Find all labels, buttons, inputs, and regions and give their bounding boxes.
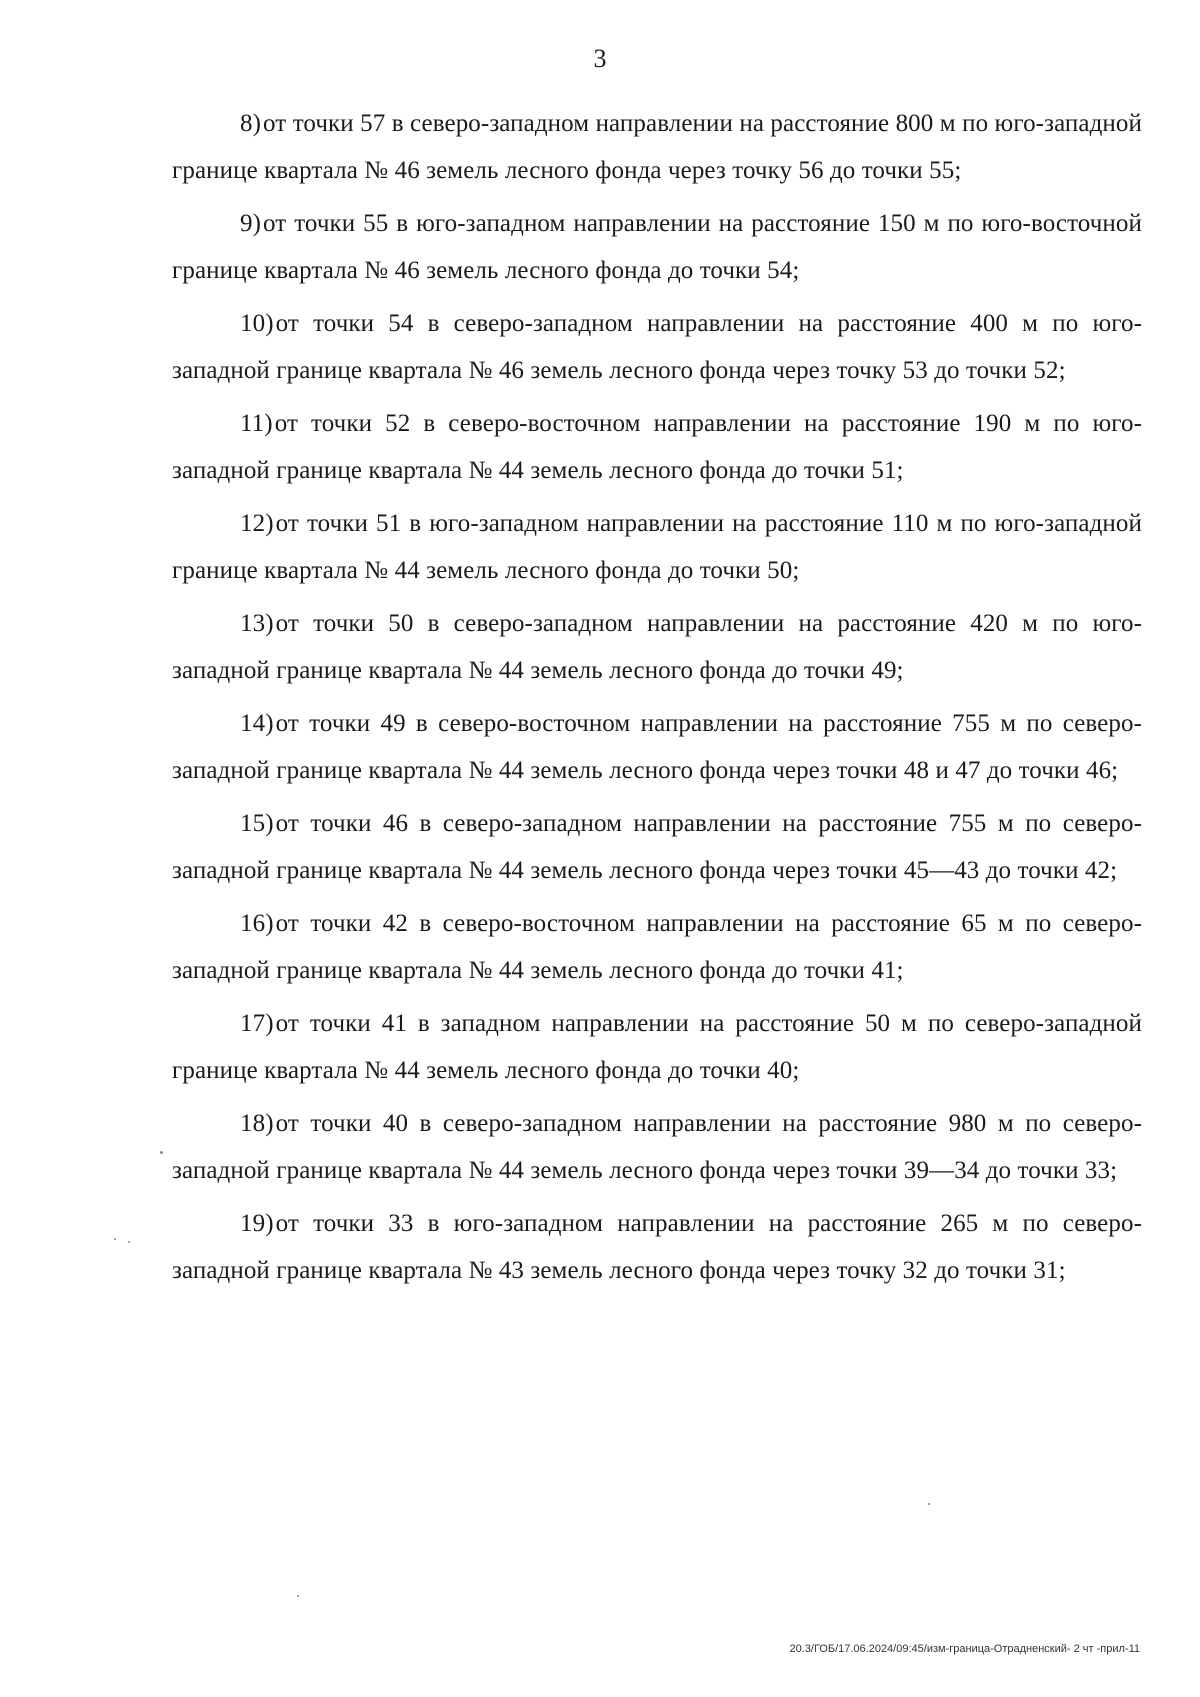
list-item bbox=[172, 700, 1142, 794]
item-number: 11) bbox=[240, 410, 273, 437]
list-item bbox=[172, 1100, 1142, 1194]
item-number: 9) bbox=[240, 210, 262, 237]
item-text: от точки 50 в северо-западном направлении на расстояние 420 м по юго-западной границе квартала № 44 земель лесного фонда до точки 49; bbox=[172, 610, 1142, 684]
list-item bbox=[172, 600, 1142, 694]
item-text: от точки 54 в северо-западном направлении на расстояние 400 м по юго-западной границе квартала № 46 земель лесного фонда через точку 53 до точки 52; bbox=[172, 310, 1142, 384]
page-number: 3 bbox=[593, 44, 607, 73]
document-footer-code: 20.3/ГОБ/17.06.2024/09:45/изм-граница-Отрадненский- 2 чт -прил-11 bbox=[789, 1643, 1140, 1655]
item-text: от точки 33 в юго-западном направлении на расстояние 265 м по северо-западной границе квартала № 43 земель лесного фонда через точку 32 до точки 31; bbox=[172, 1210, 1142, 1284]
list-item bbox=[172, 200, 1142, 294]
scan-speck bbox=[928, 1503, 930, 1505]
item-text: от точки 46 в северо-западном направлении на расстояние 755 м по северо-западной границе квартала № 44 земель лесного фонда через точки 45—43 до точки 42; bbox=[172, 810, 1142, 884]
item-number: 18) bbox=[240, 1110, 274, 1137]
item-number: 12) bbox=[240, 510, 274, 537]
item-text: от точки 49 в северо-восточном направлении на расстояние 755 м по северо-западной границе квартала № 44 земель лесного фонда через точки 48 и 47 до точки 46; bbox=[172, 710, 1142, 784]
item-number: 10) bbox=[240, 310, 274, 337]
item-text: от точки 40 в северо-западном направлении на расстояние 980 м по северо-западной границе квартала № 44 земель лесного фонда через точки 39—34 до точки 33; bbox=[172, 1110, 1142, 1184]
document-body bbox=[172, 100, 1142, 1300]
item-text: от точки 41 в западном направлении на расстояние 50 м по северо-западной границе квартала № 44 земель лесного фонда до точки 40; bbox=[172, 1010, 1142, 1084]
item-number: 13) bbox=[240, 610, 274, 637]
item-text: от точки 51 в юго-западном направлении на расстояние 110 м по юго-западной границе квартала № 44 земель лесного фонда до точки 50; bbox=[172, 510, 1142, 584]
item-text: от точки 55 в юго-западном направлении на расстояние 150 м по юго-восточной границе квартала № 46 земель лесного фонда до точки 54; bbox=[172, 210, 1142, 284]
list-item bbox=[172, 100, 1142, 194]
list-item bbox=[172, 1000, 1142, 1094]
item-number: 14) bbox=[240, 710, 274, 737]
scan-speck bbox=[297, 1595, 299, 1597]
scan-speck bbox=[114, 1238, 116, 1240]
list-item bbox=[172, 500, 1142, 594]
item-number: 15) bbox=[240, 810, 274, 837]
item-text: от точки 42 в северо-восточном направлении на расстояние 65 м по северо-западной границе квартала № 44 земель лесного фонда до точки 41; bbox=[172, 910, 1142, 984]
scan-speck bbox=[160, 1151, 163, 1154]
item-text: от точки 57 в северо-западном направлении на расстояние 800 м по юго-западной границе квартала № 46 земель лесного фонда через точку 56 до точки 55; bbox=[172, 110, 1142, 184]
list-item bbox=[172, 300, 1142, 394]
list-item bbox=[172, 800, 1142, 894]
item-number: 17) bbox=[240, 1010, 274, 1037]
list-item bbox=[172, 400, 1142, 494]
item-text: от точки 52 в северо-восточном направлении на расстояние 190 м по юго-западной границе квартала № 44 земель лесного фонда до точки 51; bbox=[172, 410, 1142, 484]
list-item bbox=[172, 1200, 1142, 1294]
item-number: 8) bbox=[240, 110, 262, 137]
scan-speck bbox=[128, 1241, 130, 1243]
item-number: 16) bbox=[240, 910, 274, 937]
item-number: 19) bbox=[240, 1210, 274, 1237]
list-item bbox=[172, 900, 1142, 994]
